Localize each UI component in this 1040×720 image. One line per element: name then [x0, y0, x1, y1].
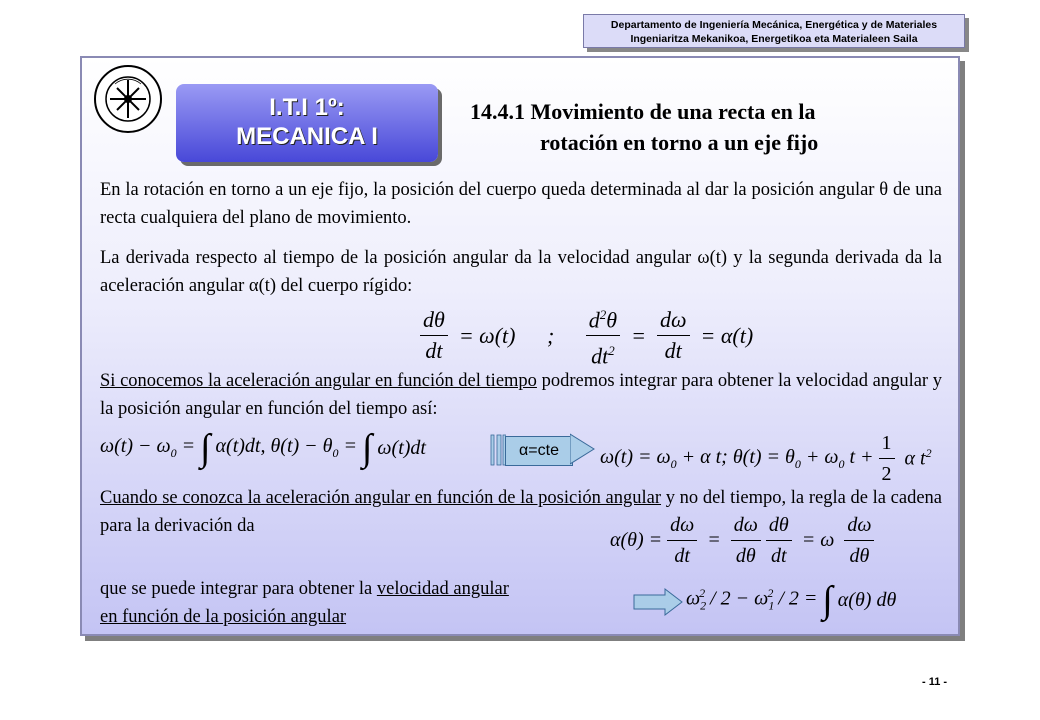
- paragraph-chain-rule-rest: y no del tiempo, la regla de la cadena para la derivación da: [100, 488, 942, 536]
- equation-angular-derivatives: $\frac{d\theta}{dt}$ = ω(t) ; $\frac{d^2\theta}{dt^2}$ = $\frac{d\omega}{dt}$ = α(t): [420, 300, 753, 372]
- paragraph-velocity-underlined: velocidad angular: [376, 579, 509, 599]
- paragraph-velocity-position-text: que se puede integrar para obtener la: [100, 579, 377, 599]
- paragraph-integration-underlined: Si conocemos la aceleración angular en función del tiempo: [100, 371, 537, 391]
- paragraph-integration-rest: podremos integrar para obtener la velocidad angular y la posición angular en función del tiempo así:: [100, 371, 943, 419]
- course-badge-line2: MECANICA I: [236, 123, 378, 150]
- department-header: [583, 14, 965, 48]
- paragraph-velocity-position: [100, 575, 640, 631]
- alpha-constant-label: α=cte: [505, 436, 573, 466]
- course-badge-line1: I.T.I 1º:: [269, 94, 345, 121]
- block-arrow-right-icon: [633, 588, 683, 616]
- paragraph-integration: [100, 367, 942, 423]
- equation-constant-acceleration: $\omega(t) = \omega_0 + \alpha$ t; $\theta(t) = \theta_0 + \omega_0$ t + $\frac{1}{2}$ α $t^2$: [600, 428, 932, 489]
- paragraph-chain-rule-underlined: Cuando se conozca la aceleración angular en función de la posición angular: [100, 488, 662, 508]
- slide-title-line2: rotación en torno a un eje fijo: [540, 130, 819, 155]
- university-seal-logo: [93, 64, 163, 134]
- arrow-right-icon: [570, 432, 596, 466]
- equation-velocity-integral: $\omega_2^2 / 2 - \omega_1^2 / 2$ = ∫ α(θ) dθ: [686, 579, 897, 621]
- slide-title: [470, 96, 930, 158]
- paragraph-position-underlined: en función de la posición angular: [100, 607, 347, 627]
- striped-arrow-icon: [490, 434, 506, 466]
- equation-integrals: $\omega(t) - \omega_0$ = ∫ α(t)dt, $\theta(t) - \theta_0$ = ∫ ω(t)dt: [100, 427, 426, 469]
- page-number: - 11 -: [922, 676, 948, 688]
- slide-title-line1: 14.4.1 Movimiento de una recta en la: [470, 99, 816, 124]
- department-name-es: Departamento de Ingeniería Mecánica, Energética y de Materiales: [610, 19, 938, 31]
- course-badge: [176, 84, 438, 162]
- equation-chain-rule: α(θ) = $\frac{d\omega}{dt}$ = $\frac{d\omega}{d\theta}$ $\frac{d\theta}{dt}$ = ω $\frac{d\omega}{d\theta}$: [610, 510, 874, 571]
- paragraph-intro: En la rotación en torno a un eje fijo, la posición del cuerpo queda determinada al dar la posición angular θ de una recta cualquiera del plano de movimiento.: [100, 180, 942, 228]
- paragraph-derivative: La derivada respecto al tiempo de la posición angular da la velocidad angular ω(t) y la segunda derivada da la aceleración angular α(t) del cuerpo rígido:: [100, 248, 942, 296]
- department-name-eu: Ingeniaritza Mekanikoa, Energetikoa eta Materialeen Saila: [630, 33, 918, 45]
